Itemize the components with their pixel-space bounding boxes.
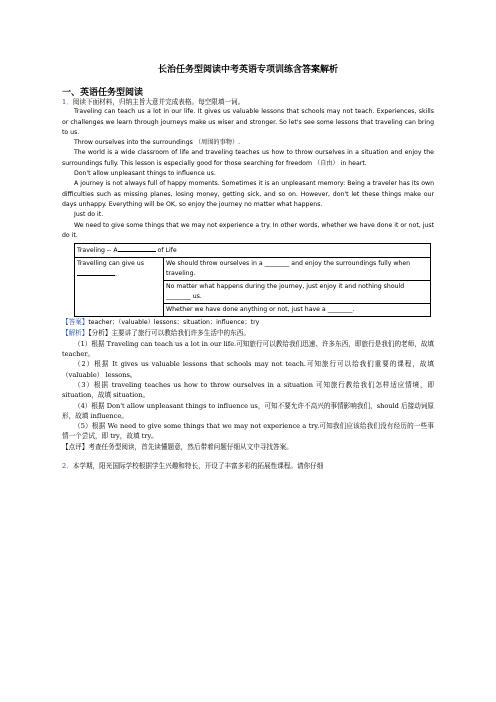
passage-subheading: Just do it. (74, 211, 104, 219)
table-cell: We should throw ourselves in a ________ and enjoy the surroundings fully when traveling. (164, 258, 431, 281)
table-header-cell: Traveling -- A of Life (75, 244, 431, 258)
analysis-item: （5）根据 We need to give some things that we may not experience a try.可知我们应该给我们没有经历的一些事情一个尝试，即 try，故填 try。 (62, 422, 434, 441)
passage-paragraph: The world is a wide classroom of life and traveling teaches us how to throw ourselves in a situation and enjoy the surroundings fully. This lesson is especially good for those searching for freedom （自由） in heart. (62, 149, 434, 167)
table-cell: Whether we have done anything or not, just have a ________. (164, 304, 431, 317)
answer-tag: 【答案】 (62, 318, 89, 327)
document-body (62, 97, 434, 471)
table-row (75, 258, 431, 281)
analysis-item: （4）根据 Don't allow unpleasant things to influence us，可知不要允许不高兴的事情影响我们，should 后接动词原形，故填 influence。 (62, 401, 434, 420)
blank-line (118, 245, 156, 252)
question-1-instruction: 1．阅读下面材料，归纳主旨大意并完成表格。每空限填一词。 (62, 98, 245, 106)
task-table (74, 243, 431, 317)
table-header-row (75, 244, 431, 258)
analysis-item: （2）根据 It gives us valuable lessons that schools may not teach.可知旅行可以给我们重要的课程，故填（valuable） lessons。 (62, 360, 434, 379)
analysis-intro: 【解析】【分析】主要讲了旅行可以教给我们许多生活中的东西。 (62, 329, 250, 338)
table-left-cell: Travelling can give us . (75, 258, 164, 317)
comment-line: 【点评】考查任务型阅读，首先读懂题意，然后带着问题仔细从文中寻找答案。 (62, 442, 293, 451)
analysis-item: （1）根据 Traveling can teach us a lot in our life.可知旅行可以教给我们迅速、许多东西，即旅行是我们的老师，故填 teacher。 (62, 339, 435, 359)
page-title: 长治任务型阅读中考英语专项训练含答案解析 (157, 65, 338, 75)
passage-subheading: Throw ourselves into the surroundings （周围的事物）. (74, 139, 241, 147)
passage-paragraph: We need to give some things that we may not experience a try. In other words, whether we have done it or not, just do it. (62, 221, 434, 239)
analysis-item: （3）根据 traveling teaches us how to throw ourselves in a situation 可知旅行教给我们怎样适应情境，即 situation，故填 situation。 (62, 380, 434, 400)
passage-paragraph: A journey is not always full of happy moments. Sometimes it is an unpleasant memory: Being a traveler has its own difficulties such as missing planes, losing money, getting sick, and so on. However, don't let these things make our days unhappy. Everything will be OK, so enjoy the journey no matter what happens. (62, 180, 434, 208)
answer-line: 【答案】teacher；（valuable）lessons；situation；influence；try (62, 318, 260, 327)
question-number: 1． (62, 98, 73, 106)
section-heading: 一、英语任务型阅读 (62, 88, 144, 98)
question-number: 2． (62, 462, 73, 471)
blank-line (77, 269, 115, 276)
passage-paragraph: Traveling can teach us a lot in our life. It gives us valuable lessons that schools may not teach. Experiences, skills or challenges we learn through journeys make us wiser and stronger. So let's see some lessons that traveling can bring to us. (62, 108, 434, 136)
table-cell: No matter what happens during the journey, just enjoy it and nothing should ________ us. (164, 281, 431, 304)
passage-subheading: Don't allow unpleasant things to influence us. (74, 170, 216, 178)
question-2-line: 2．本学期，阳光国际学校根据学生兴趣和特长，开设了丰富多彩的拓展性课程。请你仔细 (62, 462, 324, 471)
analysis-tag: 【解析】 (62, 329, 89, 338)
